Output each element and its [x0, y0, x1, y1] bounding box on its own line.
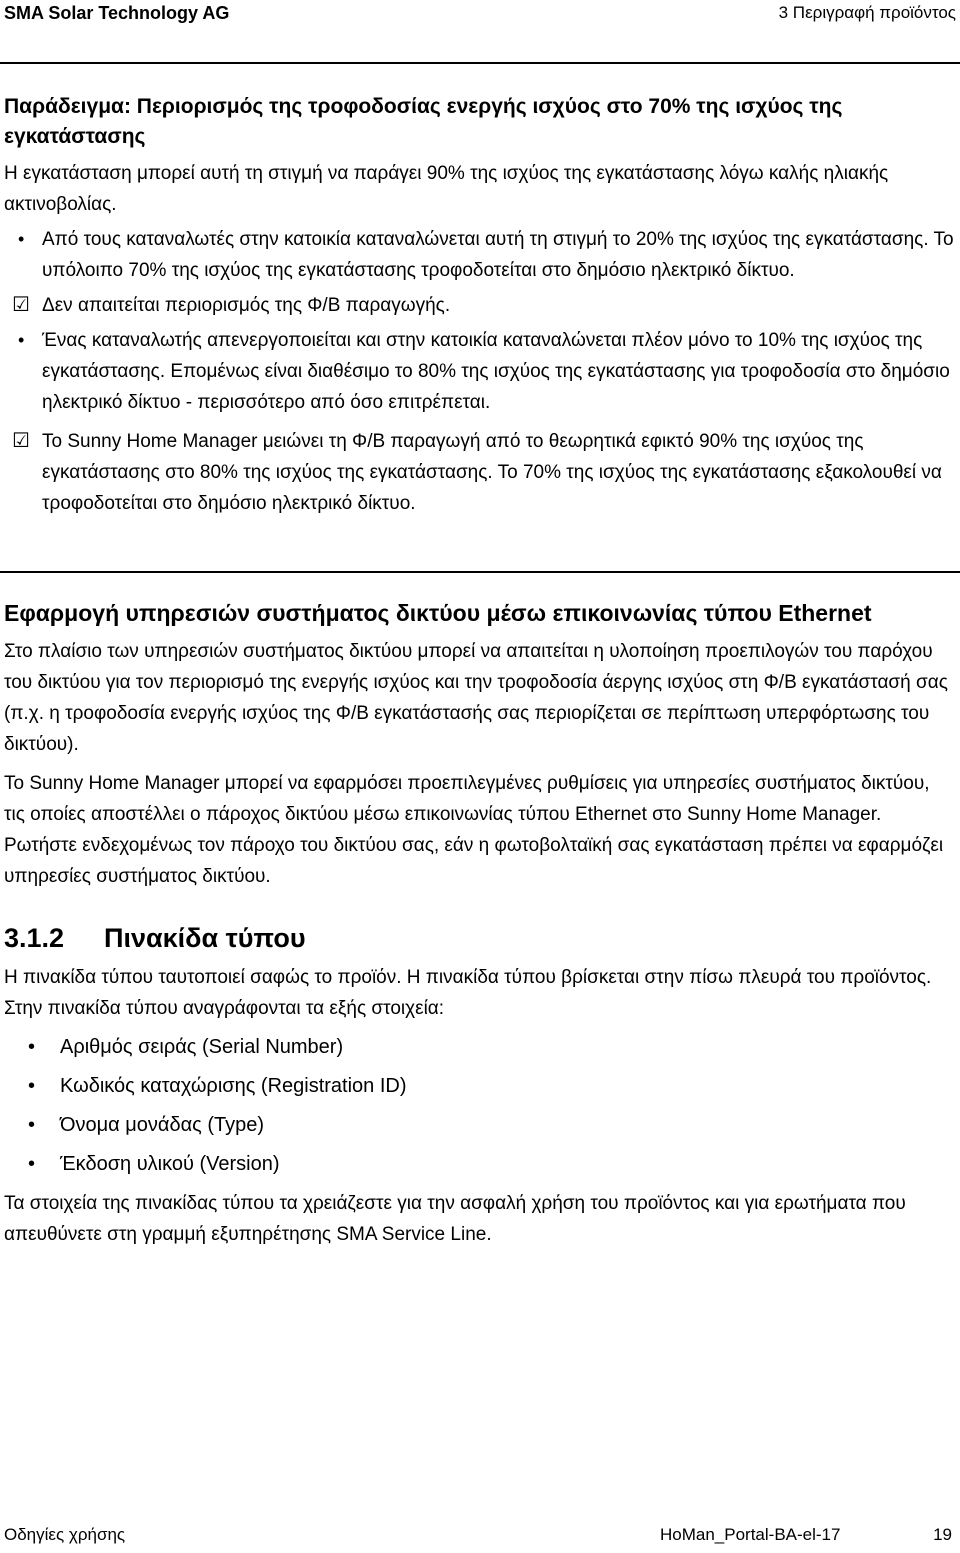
example-bullet: [4, 224, 954, 286]
checkbox-checked-icon: ☑: [12, 430, 30, 452]
check-item-text: Το Sunny Home Manager μειώνει τη Φ/Β παραγωγή από το θεωρητικά εφικτό 90% της ισχύος της εγκατάστασης στο 80% της ισχύος της εγκατάστασης. Το 70% της ισχύος της εγκατάστασης εξακολουθεί να τροφοδοτείται στο δημόσιο ηλεκτρικό δίκτυο.: [42, 431, 942, 514]
footer-doc-type: Οδηγίες χρήσης: [4, 1525, 126, 1544]
subsection-title: Πινακίδα τύπου: [104, 923, 306, 953]
page-footer: [0, 1523, 960, 1553]
check-item: [4, 426, 954, 519]
page-header: [0, 0, 960, 30]
list-item: • Έκδοση υλικού (Version): [4, 1145, 954, 1184]
section-heading: Εφαρμογή υπηρεσιών συστήματος δικτύου μέσω επικοινωνίας τύπου Ethernet: [4, 600, 872, 626]
nameplate-section: [4, 918, 954, 1250]
ethernet-section: [4, 596, 954, 892]
example-intro: Η εγκατάσταση μπορεί αυτή τη στιγμή να παράγει 90% της ισχύος της εγκατάστασης λόγω καλής ηλιακής ακτινοβολίας.: [4, 163, 889, 215]
body-paragraph: Τα στοιχεία της πινακίδας τύπου τα χρειάζεστε για την ασφαλή χρήση του προϊόντος και για ερωτήματα που απευθύνετε στη γραμμή εξυπηρέτησης SMA Service Line.: [4, 1193, 906, 1245]
example-bullets: [4, 325, 954, 418]
check-item-text: Δεν απαιτείται περιορισμός της Φ/Β παραγωγής.: [42, 295, 451, 316]
body-paragraph: Το Sunny Home Manager μπορεί να εφαρμόσει προεπιλεγμένες ρυθμίσεις για υπηρεσίες συστήματος δικτύου, τις οποίες αποστέλλει ο πάροχος δικτύου μέσω επικοινωνίας τύπου Ethernet στο Sunny Home Manager. Ρωτήστε ενδεχομένως τον πάροχο του δικτύου σας, εάν η φωτοβολταϊκή σας εγκατάσταση πρέπει να εφαρμόζει υπηρεσίες συστήματος δικτύου.: [4, 773, 944, 887]
chapter-title: 3 Περιγραφή προϊόντος: [778, 3, 956, 22]
page-number: 19: [933, 1525, 952, 1544]
example-bullet-text: Από τους καταναλωτές στην κατοικία καταναλώνεται αυτή τη στιγμή το 20% της ισχύος της εγκατάστασης. Το υπόλοιπο 70% της ισχύος της εγκατάστασης τροφοδοτείται στο δημόσιο ηλεκτρικό δίκτυο.: [42, 229, 954, 281]
company-name: SMA Solar Technology AG: [4, 3, 230, 23]
checkbox-checked-icon: ☑: [12, 294, 30, 316]
example-top-rule: [0, 62, 960, 64]
list-item: • Όνομα μονάδας (Type): [4, 1106, 954, 1145]
body-paragraph: Η πινακίδα τύπου ταυτοποιεί σαφώς το προϊόν. Η πινακίδα τύπου βρίσκεται στην πίσω πλευρά του προϊόντος. Στην πινακίδα τύπου αναγράφονται τα εξής στοιχεία:: [4, 967, 932, 1019]
list-item: • Κωδικός καταχώρισης (Registration ID): [4, 1067, 954, 1106]
check-item: [4, 290, 954, 321]
subsection-heading: [4, 918, 954, 958]
example-bottom-rule: [0, 571, 960, 573]
footer-doc-id: HoMan_Portal-BA-el-17: [660, 1525, 841, 1544]
example-bullets: [4, 224, 954, 286]
nameplate-list: [4, 1028, 954, 1184]
list-item: • Αριθμός σειράς (Serial Number): [4, 1028, 954, 1067]
example-box: [4, 92, 954, 519]
example-bullet: [4, 325, 954, 418]
body-paragraph: Στο πλαίσιο των υπηρεσιών συστήματος δικτύου μπορεί να απαιτείται η υλοποίηση προεπιλογών του παρόχου του δικτύου για τον περιορισμό της ενεργής ισχύος και την τροφοδοσία άεργης ισχύος στη Φ/Β εγκατάστασή σας (π.χ. η τροφοδοσία ενεργής ισχύος της Φ/Β εγκατάστασής σας περιορίζεται σε περίπτωση υπερφόρτωσης του δικτύου).: [4, 641, 948, 755]
subsection-number: 3.1.2: [4, 923, 65, 953]
example-bullet-text: Ένας καταναλωτής απενεργοποιείται και στην κατοικία καταναλώνεται πλέον μόνο το 10% της ισχύος της εγκατάστασης. Επομένως είναι διαθέσιμο το 80% της ισχύος της εγκατάστασης για τροφοδοσία στο δημόσιο ηλεκτρικό δίκτυο - περισσότερο από όσο επιτρέπεται.: [42, 330, 950, 413]
example-title: Παράδειγμα: Περιορισμός της τροφοδοσίας ενεργής ισχύος στο 70% της ισχύος της εγκατάστασης: [4, 95, 843, 148]
